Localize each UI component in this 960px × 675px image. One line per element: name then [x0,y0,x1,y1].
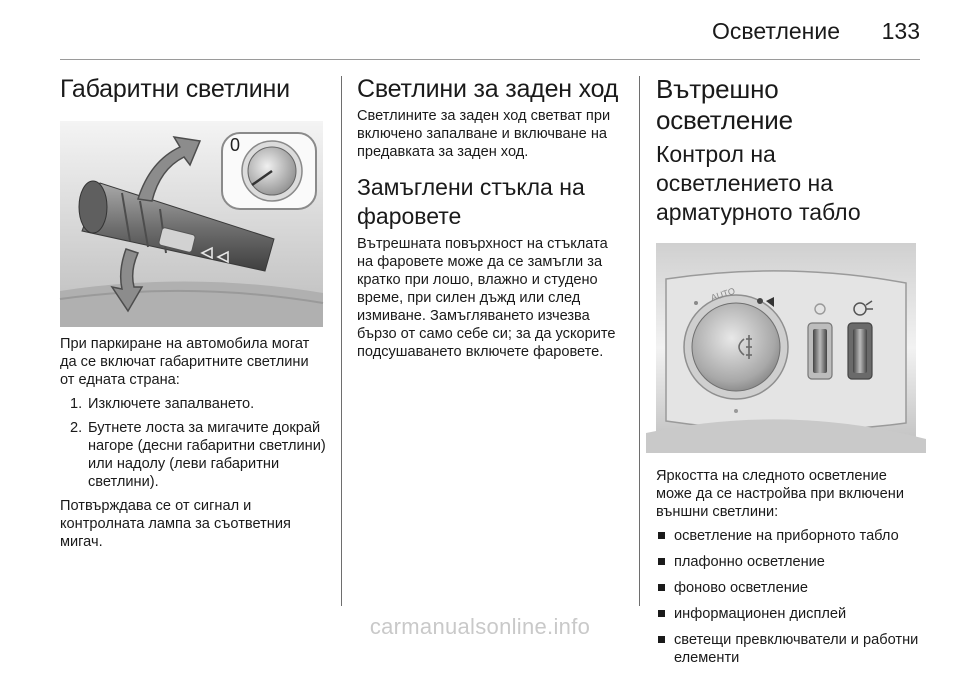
list-item: 1. Изключете запалването. [70,396,255,412]
section-title: Осветление [712,18,840,44]
parking-outro-text: Потвърждава се от сигнал и контролната лампа за съответния мигач. [60,498,291,550]
page-number: 133 [881,18,920,44]
list-item: осветление на приборното табло [656,527,922,545]
column-divider [639,76,640,606]
list-item: фоново осветление [656,579,922,597]
heading-instrument-illumination: Контрол на осветлението на арматурното табло [656,141,861,225]
column-parking-lights [60,74,326,551]
bullet-icon [658,584,665,591]
brightness-intro-text: Яркостта на следното осветление може да се настройва при включени външни светлини: [656,468,904,520]
column-reverse-lights [357,74,625,361]
heading-parking-lights: Габаритни светлини [60,75,290,103]
heading-reverse-lights: Светлини за заден ход [357,75,619,103]
list-item: светещи превключватели и работни елементи [656,631,922,667]
list-item: плафонно осветление [656,553,922,571]
heading-fogged-lenses: Замъглени стъкла на фаровете [357,174,585,229]
column-divider [341,76,342,606]
brightness-items-list [656,527,922,667]
reverse-lights-text: Светлините за заден ход светват при включено запалване и включване на предавката за заден ход. [357,108,611,160]
auto-ring-label: AUTO [709,285,737,303]
list-item: 2. Бутнете лоста за мигачите докрай нагоре (десни габаритни светлини) или надолу (леви габаритни светлини). [70,420,326,490]
parking-intro-text: При паркиране на автомобила могат да се включат габаритните светлини от едната страна: [60,336,310,388]
fogged-lenses-text: Вътрешната повърхност на стъклата на фаровете може да се замъгли за кратко при лошо, влажно и студено време, при силен дъжд или след измиване. Замъгляването изчезва бързо от само себе си; за да ускорите подсушаването включете фаровете. [357,236,616,360]
watermark: carmanualsonline.info [369,614,591,639]
heading-interior-lighting: Вътрешно осветление [656,74,793,135]
list-item: информационен дисплей [656,605,922,623]
turn-signal-lever-figure [60,121,323,327]
dial-zero-label: 0 [230,135,241,155]
bullet-icon [658,558,665,565]
page-header [60,0,920,60]
bullet-icon [658,532,665,539]
light-switch-panel-figure [656,243,916,453]
column-interior-lighting [656,74,922,675]
parking-steps-list [60,395,326,491]
